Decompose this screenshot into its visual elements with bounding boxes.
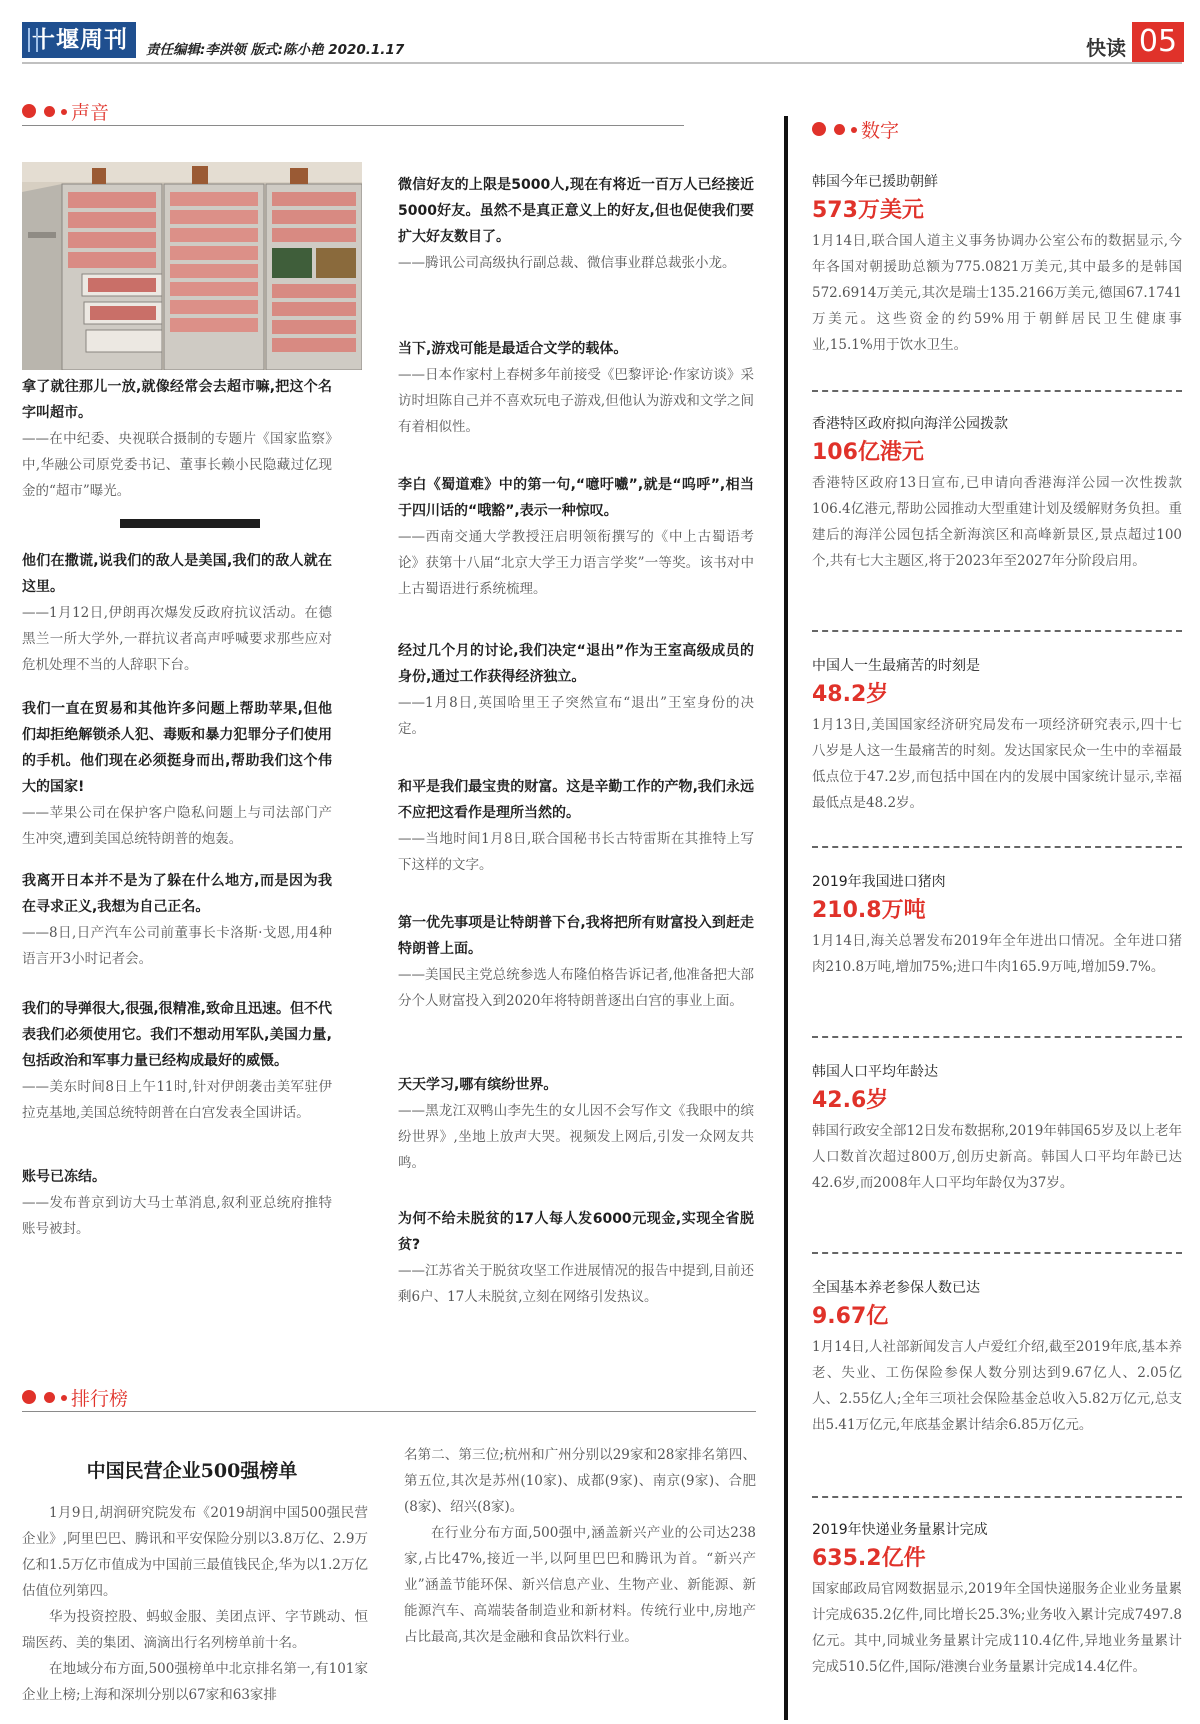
number-item [812,654,1182,816]
section-label: 排行榜 [71,1388,129,1410]
dashed-divider [812,1036,1182,1038]
number-item [812,1276,1182,1438]
number-value: 210.8万吨 [812,898,926,923]
number-description: 1月14日,联合国人道主义事务协调办公室公布的数据显示,今年各国对朝援助总额为775.0821万美元,其中最多的是韩国572.6914万美元,其次是瑞士135.2166万美元,德国67.1741万美元。这些资金的约59%用于朝鲜居民卫生健康事业,15.1%用于饮水卫生。 [812,233,1182,353]
voice-quote: 我离开日本并不是为了躲在什么地方,而是因为我在寻求正义,我想为自己正名。 [22,873,332,915]
number-title: 全国基本养老参保人数已达 [812,1280,980,1296]
voice-quote: 为何不给未脱贫的17人每人发6000元现金,实现全省脱贫? [398,1211,754,1253]
voice-source: ——美东时间8日上午11时,针对伊朗袭击美军驻伊拉克基地,美国总统特朗普在白宫发表全国讲话。 [22,1079,332,1121]
ranking-paragraph: 在行业分布方面,500强中,涵盖新兴产业的公司达238家,占比47%,接近一半,以阿里巴巴和腾讯为首。“新兴产业”涵盖节能环保、新兴信息产业、生物产业、新能源、新能源汽车、高端装备制造业和新材料。传统行业中,房地产占比最高,其次是金融和食品饮料行业。 [404,1525,756,1645]
section-label: 数字 [861,120,900,142]
dashed-divider [812,630,1182,632]
number-description: 1月14日,人社部新闻发言人卢爱红介绍,截至2019年底,基本养老、失业、工伤保险参保人数分别达到9.67亿人、2.05亿人、2.55亿人;全年三项社会保险基金总收入5.82万亿元,总支出5.41万亿元,年底基金累计结余6.85万亿元。 [812,1339,1182,1433]
dashed-divider [812,390,1182,392]
voice-quote: 第一优先事项是让特朗普下台,我将把所有财富投入到赶走特朗普上面。 [398,915,754,957]
voice-item [22,996,332,1126]
voice-item [22,1164,332,1242]
number-title: 中国人一生最痛苦的时刻是 [812,658,980,674]
logo-stripe-icon [28,28,38,52]
voice-source: ——日本作家村上春树多年前接受《巴黎评论·作家访谈》采访时坦陈自己并不喜欢玩电子游戏,但他认为游戏和文学之间有着相似性。 [398,367,754,435]
number-title: 香港特区政府拟向海洋公园拨款 [812,416,1008,432]
voice-source: ——江苏省关于脱贫攻坚工作进展情况的报告中提到,目前还剩6户、17人未脱贫,立刻在网络引发热议。 [398,1263,754,1305]
red-dot-icon [834,124,845,135]
ranking-title: 中国民营企业500强榜单 [86,1460,298,1482]
dashed-divider [812,1252,1182,1254]
number-description: 国家邮政局官网数据显示,2019年全国快递服务企业业务量累计完成635.2亿件,同比增长25.3%;业务收入累计完成7497.8亿元。其中,同城业务量累计完成110.4亿件,异地业务量累计完成510.5亿件,国际/港澳台业务量累计完成14.4亿件。 [812,1581,1182,1675]
voice-source: ——美国民主党总统参选人布隆伯格告诉记者,他准备把大部分个人财富投入到2020年将特朗普逐出白宫的事业上面。 [398,967,754,1009]
red-dot-icon [851,127,857,133]
voice-quote: 他们在撒谎,说我们的敌人是美国,我们的敌人就在这里。 [22,553,332,595]
voice-quote: 李白《蜀道难》中的第一句,“噫吁嚱”,就是“呜呼”,相当于四川话的“哦豁”,表示一种惊叹。 [398,477,754,519]
voice-quote: 我们的导弹很大,很强,很精准,致命且迅速。但不代表我们必须使用它。我们不想动用军队,美国力量,包括政治和军事力量已经构成最好的威慑。 [22,1001,332,1069]
voice-item [398,472,754,602]
voice-source: ——当地时间1月8日,联合国秘书长古特雷斯在其推特上写下这样的文字。 [398,831,754,873]
voice-source: ——苹果公司在保护客户隐私问题上与司法部门产生冲突,遭到美国总统特朗普的炮轰。 [22,805,332,847]
red-dot-icon [22,104,36,118]
voice-item [398,172,754,276]
page-number: 05 [1132,22,1184,62]
ranking-paragraph: 1月9日,胡润研究院发布《2019胡润中国500强民营企业》,阿里巴巴、腾讯和平安保险分别以3.8万亿、2.9万亿和1.5万亿市值成为中国前三最值钱民企,华为以1.2万亿估值位列第四。 [22,1505,368,1599]
number-item [812,170,1182,358]
number-description: 韩国行政安全部12日发布数据称,2019年韩国65岁及以上老年人口数首次超过800万,创历史新高。韩国人口平均年龄已达42.6岁,而2008年人口平均年龄仅为37岁。 [812,1123,1183,1191]
voice-quote: 天天学习,哪有缤纷世界。 [398,1077,558,1093]
photo-illustration [22,162,362,370]
ranking-left-column [22,1500,368,1708]
number-description: 1月13日,美国国家经济研究局发布一项经济研究表示,四十七八岁是人这一生最痛苦的时刻。发达国家民众一生中的幸福最低点位于47.2岁,而包括中国在内的发展中国家统计显示,幸福最低点是48.2岁。 [812,717,1182,811]
red-dot-icon [61,1395,67,1401]
voice-source: ——1月12日,伊朗再次爆发反政府抗议活动。在德黑兰一所大学外,一群抗议者高声呼喊要求那些应对危机处理不当的人辞职下台。 [22,605,332,673]
voice-source: ——腾讯公司高级执行副总裁、微信事业群总裁张小龙。 [398,255,736,271]
divider-bar [120,519,260,528]
voice-quote: 拿了就往那儿一放,就像经常会去超市嘛,把这个名字叫超市。 [22,379,332,421]
masthead [22,22,1182,64]
section-label: 声音 [71,102,110,124]
number-title: 2019年快递业务量累计完成 [812,1522,988,1538]
header-rule [22,62,1182,64]
voice-quote: 当下,游戏可能是最适合文学的载体。 [398,341,628,357]
ranking-section-heading [22,1382,756,1412]
red-dot-icon [22,1390,36,1404]
number-item [812,1518,1182,1680]
voice-item [22,868,332,972]
voice-source: ——在中纪委、央视联合摄制的专题片《国家监察》中,华融公司原党委书记、董事长赖小民隐藏过亿现金的“超市”曝光。 [22,431,332,499]
editor-credits: 责任编辑:李洪领 版式:陈小艳 2020.1.17 [146,42,405,58]
voice-quote: 经过几个月的讨论,我们决定“退出”作为王室高级成员的身份,通过工作获得经济独立。 [398,643,754,685]
voice-item [398,910,754,1014]
voice-source: ——西南交通大学教授汪启明领衔撰写的《中上古蜀语考论》获第十八届“北京大学王力语言学奖”一等奖。该书对中上古蜀语进行系统梳理。 [398,529,754,597]
number-item [812,870,1182,980]
number-title: 韩国今年已援助朝鲜 [812,174,938,190]
voice-quote: 账号已冻结。 [22,1169,106,1185]
voice-quote: 微信好友的上限是5000人,现在有将近一百万人已经接近5000好友。虽然不是真正意义上的好友,但也促使我们要扩大好友数目了。 [398,177,754,245]
ranking-right-column [404,1442,756,1650]
number-item [812,1060,1182,1196]
ranking-paragraph: 在地域分布方面,500强榜单中北京排名第一,有101家企业上榜;上海和深圳分别以67家和63家排 [22,1661,368,1703]
voice-item [398,774,754,878]
voice-item [22,696,332,852]
number-value: 635.2亿件 [812,1546,926,1571]
red-dot-icon [44,1392,55,1403]
voice-item [22,548,332,678]
number-value: 42.6岁 [812,1088,889,1113]
ranking-paragraph: 华为投资控股、蚂蚁金服、美团点评、字节跳动、恒瑞医药、美的集团、滴滴出行名列榜单前十名。 [22,1609,368,1651]
logo-text: 十堰周刊 [32,27,128,53]
dashed-divider [812,1496,1182,1498]
red-dot-icon [61,109,67,115]
voices-section-heading [22,96,684,126]
voice-item [22,374,332,504]
ranking-paragraph: 名第二、第三位;杭州和广州分别以29家和28家排名第四、第五位,其次是苏州(10家)、成都(9家)、南京(9家)、合肥(8家)、绍兴(8家)。 [404,1447,756,1515]
voice-item [398,1206,754,1310]
cash-cabinet-photo [22,162,362,370]
red-dot-icon [44,106,55,117]
voice-item [398,638,754,742]
voice-quote: 我们一直在贸易和其他许多问题上帮助苹果,但他们却拒绝解锁杀人犯、毒贩和暴力犯罪分子们使用的手机。他们现在必须挺身而出,帮助我们这个伟大的国家! [22,701,332,795]
dashed-divider [812,846,1182,848]
newspaper-logo [22,22,136,58]
voice-item [398,336,754,440]
voice-source: ——黑龙江双鸭山李先生的女儿因不会写作文《我眼中的缤纷世界》,坐地上放声大哭。视频发上网后,引发一众网友共鸣。 [398,1103,754,1171]
number-item [812,412,1182,574]
number-value: 106亿港元 [812,440,924,465]
numbers-section-heading [812,114,1182,144]
voice-source: ——8日,日产汽车公司前董事长卡洛斯·戈恩,用4种语言开3小时记者会。 [22,925,332,967]
voice-item [398,1072,754,1176]
number-title: 2019年我国进口猪肉 [812,874,946,890]
voice-source: ——1月8日,英国哈里王子突然宣布“退出”王室身份的决定。 [398,695,754,737]
voice-source: ——发布普京到访大马士革消息,叙利亚总统府推特账号被封。 [22,1195,332,1237]
voice-quote: 和平是我们最宝贵的财富。这是辛勤工作的产物,我们永远不应把这看作是理所当然的。 [398,779,754,821]
red-dot-icon [812,122,826,136]
number-value: 9.67亿 [812,1304,889,1329]
number-value: 573万美元 [812,198,924,223]
number-description: 1月14日,海关总署发布2019年全年进出口情况。全年进口猪肉210.8万吨,增加75%;进口牛肉165.9万吨,增加59.7%。 [812,933,1182,975]
section-name: 快读 [1086,36,1126,60]
number-title: 韩国人口平均年龄达 [812,1064,938,1080]
number-value: 48.2岁 [812,682,889,707]
number-description: 香港特区政府13日宣布,已申请向香港海洋公园一次性拨款106.4亿港元,帮助公园推动大型重建计划及缓解财务负担。重建后的海洋公园包括全新海滨区和高峰新景区,景点超过100个,共有七大主题区,将于2023年至2027年分阶段启用。 [812,475,1182,569]
column-rule [784,116,788,1720]
